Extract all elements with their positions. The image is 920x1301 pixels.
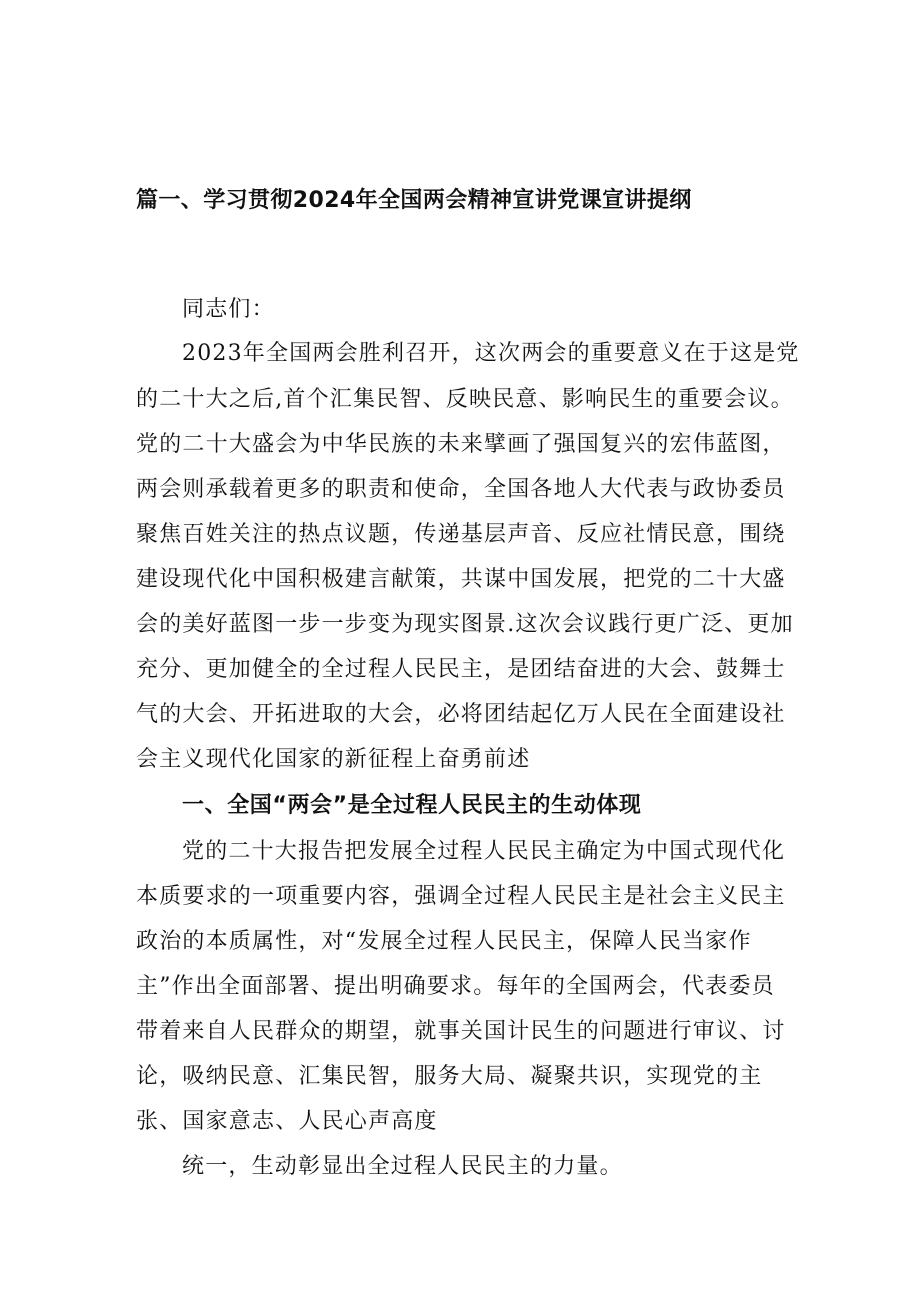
paragraph2-line: 带着来自人民群众的期望，就事关国计民生的问题进行审议、讨: [136, 1019, 786, 1044]
paragraph1-line: 党的二十大盛会为中华民族的未来擘画了强国复兴的宏伟蓝图，: [136, 432, 786, 457]
paragraph2-line: 党的二十大报告把发展全过程人民民主确定为中国式现代化: [182, 839, 786, 864]
section-heading: 一、全国“两会”是全过程人民民主的生动体现: [182, 793, 642, 818]
paragraph1-line: 会的美好蓝图一步一步变为现实图景.这次会议践行更广泛、更加: [136, 612, 794, 637]
paragraph1-line: 会主义现代化国家的新征程上奋勇前述: [136, 747, 531, 772]
paragraph1-line: 两会则承载着更多的职责和使命，全国各地人大代表与政协委员: [136, 477, 786, 502]
paragraph1-line: 气的大会、开拓进取的大会，必将团结起亿万人民在全面建设社: [136, 702, 786, 727]
paragraph2-line: 论，吸纳民意、汇集民智，服务大局、凝聚共识，实现党的主: [136, 1064, 763, 1089]
paragraph1-line: 的二十大之后,首个汇集民智、反映民意、影响民生的重要会议。: [136, 387, 794, 412]
paragraph2-line: 本质要求的一项重要内容，强调全过程人民民主是社会主义民主: [136, 884, 786, 909]
paragraph1-line: 充分、更加健全的全过程人民民主，是团结奋进的大会、鼓舞士: [136, 657, 786, 682]
document-title: 篇一、学习贯彻2024年全国两会精神宣讲党课宣讲提纲: [136, 188, 692, 213]
paragraph1-line: 建设现代化中国积极建言献策，共谋中国发展，把党的二十大盛: [136, 567, 786, 592]
paragraph2-line: 张、国家意志、人民心声高度: [136, 1109, 438, 1134]
paragraph3: 统一，生动彰显出全过程人民民主的力量。: [182, 1154, 623, 1179]
paragraph2-line: 政治的本质属性，对“发展全过程人民民主，保障人民当家作: [136, 929, 752, 954]
paragraph2-line: 主”作出全面部署、提出明确要求。每年的全国两会，代表委员: [136, 974, 775, 999]
paragraph1-line: 2023年全国两会胜利召开，这次两会的重要意义在于这是党: [182, 341, 800, 366]
paragraph1-line: 聚焦百姓关注的热点议题，传递基层声音、反应社情民意，围绕: [136, 522, 786, 547]
greeting: 同志们：: [182, 297, 275, 322]
